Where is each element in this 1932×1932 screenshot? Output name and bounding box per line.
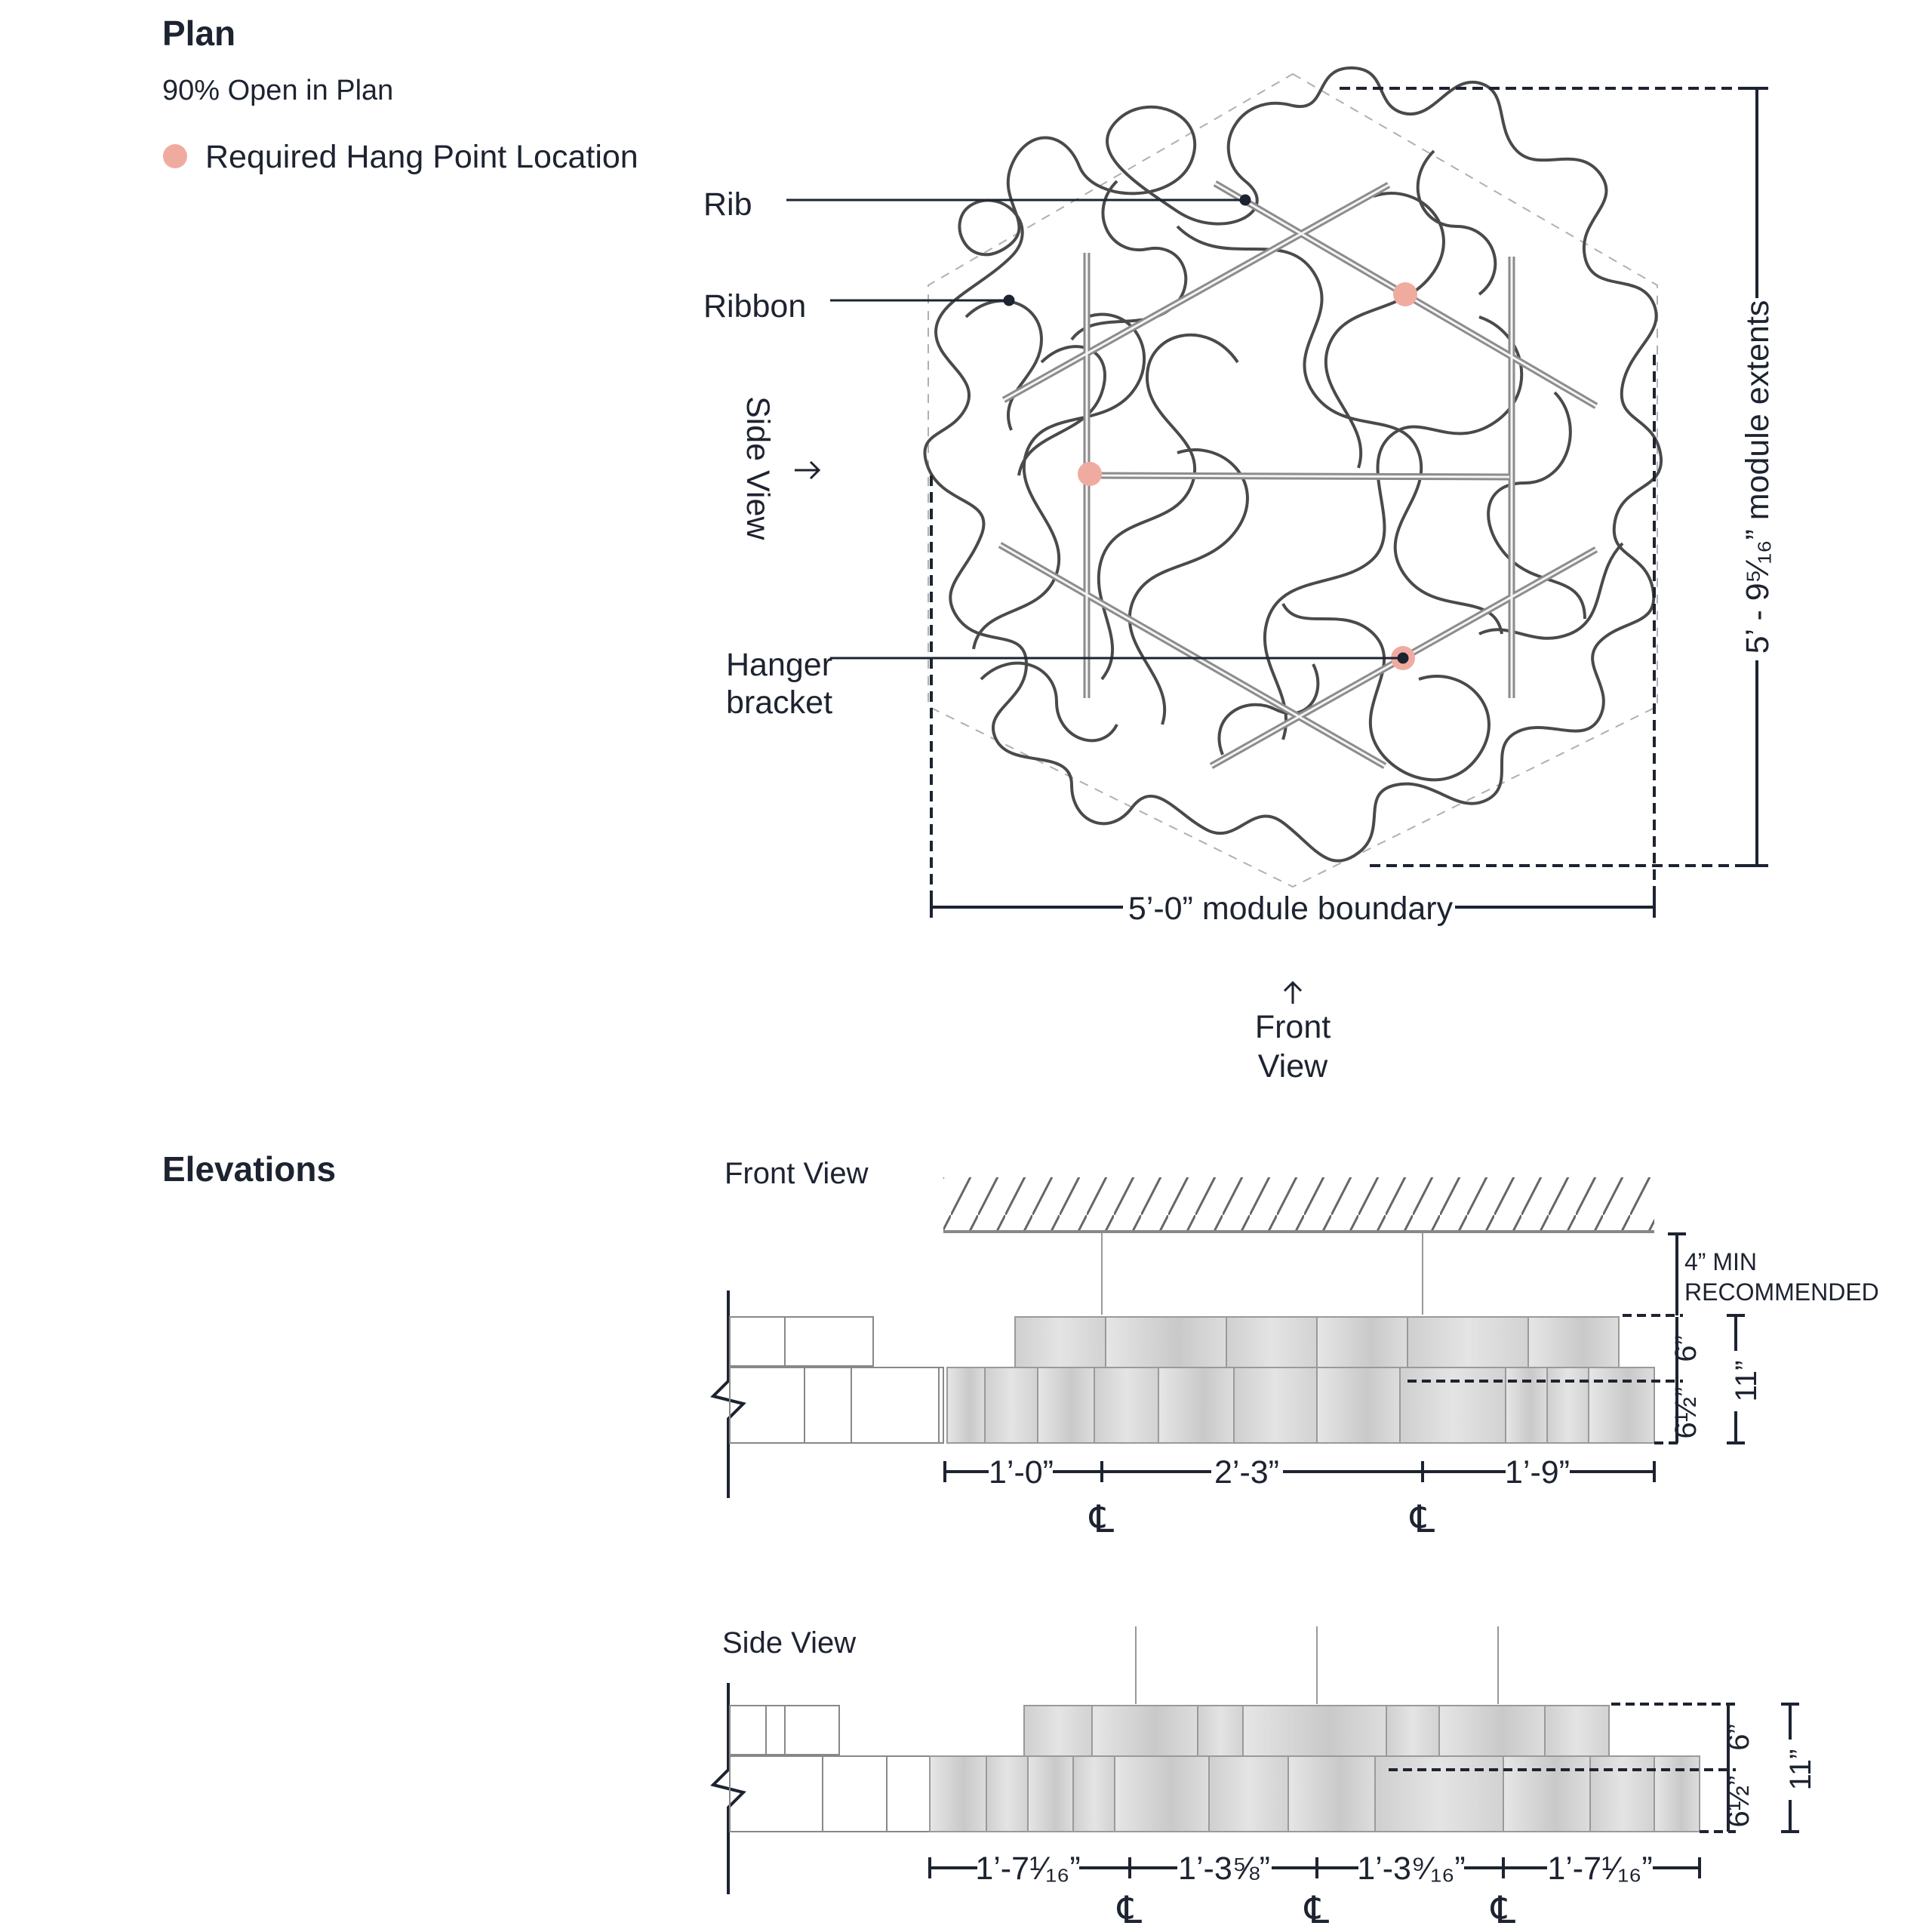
front-dim-6-5: 6½” (1669, 1386, 1703, 1439)
open-note: 90% Open in Plan (162, 75, 394, 106)
front-span-1: 1’-0” (988, 1454, 1054, 1491)
front-dim-11: 11” (1730, 1360, 1763, 1402)
front-view-title: Front View (724, 1157, 869, 1190)
side-centerline-2: ℄ (1304, 1889, 1330, 1931)
side-view-title: Side View (722, 1626, 857, 1660)
side-dim-6: 6” (1722, 1724, 1755, 1751)
front-span-3: 1’-9” (1504, 1454, 1571, 1491)
ribbon-callout: Ribbon (703, 288, 807, 325)
front-centerline-2: ℄ (1410, 1498, 1435, 1540)
side-break-line (713, 1683, 743, 1894)
plan-heading: Plan (162, 14, 236, 53)
hang-point-left (1078, 462, 1102, 486)
side-span-2: 1’-3⅝” (1178, 1850, 1270, 1887)
side-centerline-1: ℄ (1117, 1889, 1143, 1931)
side-dim-6-5: 6½” (1722, 1775, 1755, 1828)
module-boundary-label: 5’-0” module boundary (1128, 891, 1454, 927)
module-extents-label: 5’ - 9⁵⁄₁₆” module extents (1740, 300, 1776, 654)
side-view-arrow-label: Side View (740, 396, 776, 540)
side-span-3: 1’-3⁹⁄₁₆” (1357, 1850, 1466, 1887)
side-elevation (713, 1626, 1817, 1931)
side-centerline-3: ℄ (1491, 1889, 1516, 1931)
front-break-line (713, 1291, 743, 1498)
module-boundary-dimension (931, 355, 1654, 918)
front-dim-6: 6” (1669, 1335, 1703, 1362)
front-view-arrow-line1: Front (1254, 1009, 1331, 1045)
front-view-arrow-line2: View (1257, 1048, 1328, 1084)
side-span-1: 1’-7¹⁄₁₆” (975, 1850, 1081, 1887)
hang-point-legend-label: Required Hang Point Location (205, 139, 638, 175)
front-clearance-note-line2: RECOMMENDED (1684, 1278, 1879, 1306)
plan-drawing (703, 68, 1776, 1084)
front-elevation (713, 1157, 1879, 1540)
hanger-callout-line2: bracket (726, 685, 833, 721)
module-hexagon (928, 74, 1657, 887)
hang-point-top (1393, 282, 1417, 306)
front-view-arrow (1284, 983, 1301, 1004)
side-span-4: 1’-7¹⁄₁₆” (1547, 1850, 1653, 1887)
rib-callout: Rib (703, 186, 752, 223)
hang-point-legend-dot (163, 144, 187, 168)
front-centerline-1: ℄ (1089, 1498, 1115, 1540)
elevations-heading: Elevations (162, 1149, 337, 1189)
hanger-callout-line1: Hanger (726, 647, 833, 683)
ceiling-hatch (943, 1177, 1654, 1230)
side-view-arrow (795, 462, 819, 478)
ribbon-loops (924, 68, 1661, 861)
front-clearance-note-line1: 4” MIN (1684, 1248, 1757, 1275)
side-dim-11: 11” (1784, 1749, 1817, 1791)
front-span-2: 2’-3” (1214, 1454, 1280, 1491)
